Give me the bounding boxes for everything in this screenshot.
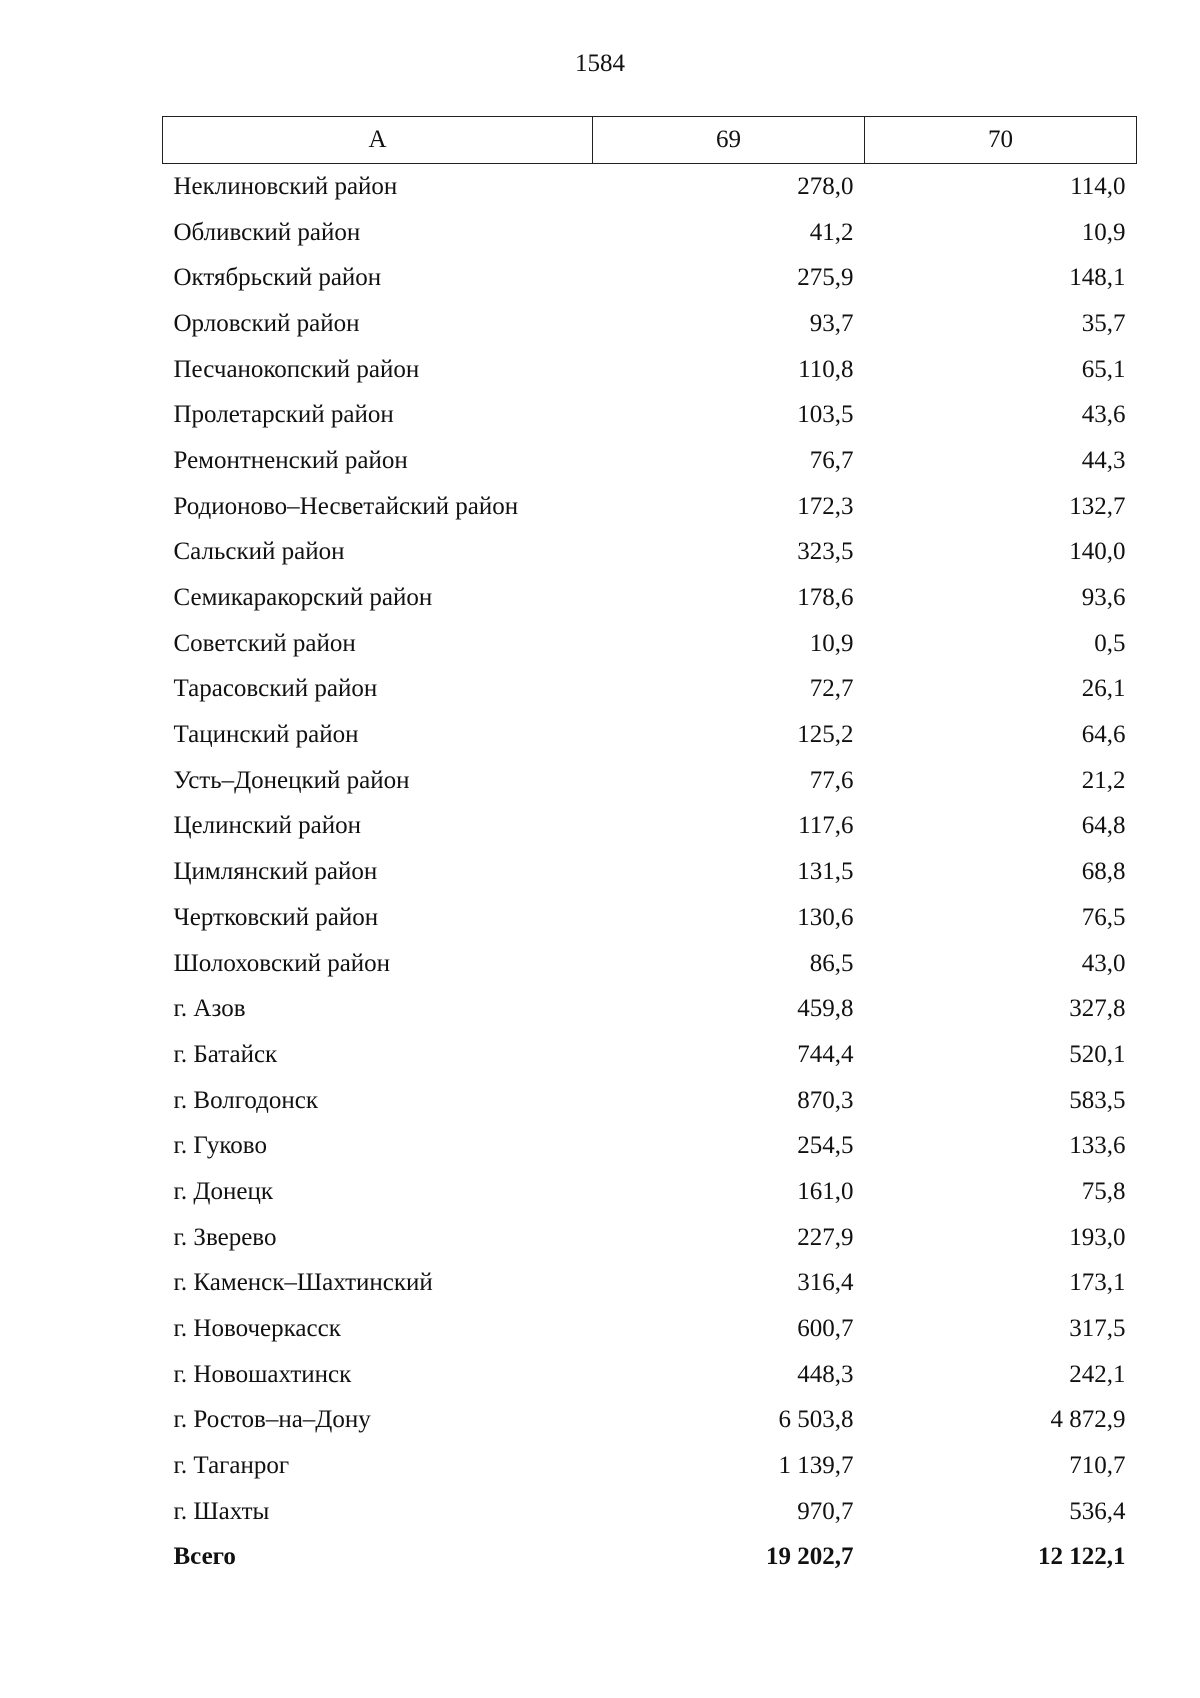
row-name-cell: Тарасовский район (173, 675, 378, 703)
row-value-70-cell: 76,5 (1081, 903, 1126, 931)
row-name-cell: г. Азов (173, 995, 246, 1023)
row-value-69-cell: 316,4 (797, 1269, 854, 1297)
row-name-cell: г. Шахты (173, 1497, 270, 1525)
row-name-cell: г. Ростов–на–Дону (173, 1406, 371, 1434)
table-row (163, 804, 1137, 850)
row-value-69-cell: 41,2 (809, 218, 854, 246)
row-value-70-cell: 148,1 (1069, 264, 1126, 292)
table-row (163, 1123, 1137, 1169)
table-row (163, 1306, 1137, 1352)
row-value-69-cell: 278,0 (797, 172, 854, 200)
row-value-70-cell: 114,0 (1070, 172, 1126, 200)
page-number: 1584 (575, 50, 625, 77)
total-value-70-cell: 12 122,1 (1038, 1543, 1126, 1571)
table-row (163, 347, 1137, 393)
row-value-69-cell: 125,2 (797, 721, 854, 749)
row-value-69-cell: 172,3 (797, 492, 854, 520)
row-value-69-cell: 93,7 (809, 309, 854, 337)
row-name-cell: г. Каменск–Шахтинский (173, 1269, 433, 1297)
row-value-69-cell: 870,3 (797, 1086, 854, 1114)
row-value-69-cell: 600,7 (797, 1315, 854, 1343)
row-value-69-cell: 130,6 (797, 903, 854, 931)
table-row (163, 484, 1137, 530)
header-cell: А (163, 117, 593, 164)
row-value-69-cell: 72,7 (809, 675, 854, 703)
row-name-cell: Усть–Донецкий район (173, 766, 410, 794)
row-value-70-cell: 93,6 (1081, 584, 1126, 612)
data-table (162, 116, 1137, 1580)
row-name-cell: Неклиновский район (173, 172, 398, 200)
table-row (163, 438, 1137, 484)
row-name-cell: Пролетарский район (173, 401, 394, 429)
table-row (163, 758, 1137, 804)
table-row (163, 1398, 1137, 1444)
row-value-70-cell: 317,5 (1069, 1315, 1126, 1343)
row-name-cell: Октябрьский район (173, 264, 382, 292)
row-value-70-cell: 242,1 (1069, 1360, 1126, 1388)
row-value-69-cell: 117,6 (798, 812, 854, 840)
table-row (163, 986, 1137, 1032)
row-name-cell: Тацинский район (173, 721, 359, 749)
row-value-69-cell: 1 139,7 (778, 1452, 854, 1480)
row-name-cell: г. Зверево (173, 1223, 277, 1251)
table-row (163, 712, 1137, 758)
row-name-cell: Сальский район (173, 538, 345, 566)
row-value-70-cell: 64,8 (1081, 812, 1126, 840)
row-value-69-cell: 459,8 (797, 995, 854, 1023)
row-name-cell: Советский район (173, 629, 356, 657)
row-value-70-cell: 68,8 (1081, 858, 1126, 886)
table-row (163, 575, 1137, 621)
row-value-70-cell: 65,1 (1081, 355, 1126, 383)
row-value-70-cell: 132,7 (1069, 492, 1126, 520)
table-row (163, 667, 1137, 713)
table-row (163, 1169, 1137, 1215)
row-name-cell: г. Батайск (173, 1040, 278, 1068)
row-value-69-cell: 110,8 (798, 355, 854, 383)
row-value-69-cell: 178,6 (797, 584, 854, 612)
row-value-70-cell: 710,7 (1069, 1452, 1126, 1480)
row-value-70-cell: 26,1 (1081, 675, 1126, 703)
table-row (163, 1489, 1137, 1535)
table-row (163, 301, 1137, 347)
row-value-70-cell: 583,5 (1069, 1086, 1126, 1114)
row-value-69-cell: 103,5 (797, 401, 854, 429)
row-value-70-cell: 327,8 (1069, 995, 1126, 1023)
row-value-70-cell: 44,3 (1081, 446, 1126, 474)
row-name-cell: г. Таганрог (173, 1452, 290, 1480)
table-body (163, 164, 1137, 1581)
row-value-69-cell: 744,4 (797, 1040, 854, 1068)
row-value-70-cell: 35,7 (1081, 309, 1126, 337)
row-value-70-cell: 193,0 (1069, 1223, 1126, 1251)
header-cell: 69 (593, 117, 865, 164)
row-name-cell: Шолоховский район (173, 949, 391, 977)
row-name-cell: Ремонтненский район (173, 446, 408, 474)
row-name-cell: Орловский район (173, 309, 360, 337)
row-name-cell: г. Новочеркасск (173, 1315, 341, 1343)
table-row (163, 895, 1137, 941)
row-value-69-cell: 323,5 (797, 538, 854, 566)
row-name-cell: Семикаракорский район (173, 584, 433, 612)
table-row (163, 1032, 1137, 1078)
row-value-70-cell: 75,8 (1081, 1177, 1126, 1205)
table-header-row (163, 117, 1137, 164)
row-value-70-cell: 140,0 (1069, 538, 1126, 566)
table-row (163, 1352, 1137, 1398)
row-value-70-cell: 173,1 (1069, 1269, 1126, 1297)
row-name-cell: Песчанокопский район (173, 355, 420, 383)
header-cell: 70 (865, 117, 1137, 164)
row-value-70-cell: 536,4 (1069, 1497, 1126, 1525)
row-value-69-cell: 275,9 (797, 264, 854, 292)
total-row (163, 1535, 1137, 1581)
row-value-70-cell: 0,5 (1094, 629, 1126, 657)
row-name-cell: Чертковский район (173, 903, 379, 931)
row-value-69-cell: 161,0 (797, 1177, 854, 1205)
row-value-69-cell: 86,5 (809, 949, 854, 977)
row-name-cell: г. Волгодонск (173, 1086, 319, 1114)
row-value-70-cell: 64,6 (1081, 721, 1126, 749)
row-name-cell: Родионово–Несветайский район (173, 492, 519, 520)
row-name-cell: г. Гуково (173, 1132, 267, 1160)
row-value-69-cell: 227,9 (797, 1223, 854, 1251)
row-value-69-cell: 10,9 (809, 629, 854, 657)
total-value-69-cell: 19 202,7 (766, 1543, 854, 1571)
table-row (163, 849, 1137, 895)
table-row (163, 1261, 1137, 1307)
row-name-cell: Целинский район (173, 812, 361, 840)
table-row (163, 210, 1137, 256)
row-name-cell: г. Новошахтинск (173, 1360, 352, 1388)
table-row (163, 164, 1137, 210)
row-value-70-cell: 43,0 (1081, 949, 1126, 977)
table-row (163, 621, 1137, 667)
table-row (163, 392, 1137, 438)
table-row (163, 1215, 1137, 1261)
row-value-69-cell: 77,6 (809, 766, 854, 794)
row-value-70-cell: 133,6 (1069, 1132, 1126, 1160)
total-name-cell: Всего (173, 1543, 236, 1571)
row-value-70-cell: 21,2 (1081, 766, 1126, 794)
row-name-cell: Обливский район (173, 218, 361, 246)
row-value-69-cell: 6 503,8 (778, 1406, 854, 1434)
row-name-cell: г. Донецк (173, 1177, 273, 1205)
row-value-69-cell: 448,3 (797, 1360, 854, 1388)
row-value-70-cell: 43,6 (1081, 401, 1126, 429)
row-value-69-cell: 131,5 (797, 858, 854, 886)
table-row (163, 530, 1137, 576)
table-row (163, 1443, 1137, 1489)
table-row (163, 941, 1137, 987)
row-value-69-cell: 970,7 (797, 1497, 854, 1525)
table-row (163, 1078, 1137, 1124)
row-value-70-cell: 4 872,9 (1050, 1406, 1126, 1434)
row-value-69-cell: 76,7 (809, 446, 854, 474)
row-value-70-cell: 10,9 (1081, 218, 1126, 246)
table-row (163, 255, 1137, 301)
row-name-cell: Цимлянский район (173, 858, 378, 886)
row-value-69-cell: 254,5 (797, 1132, 854, 1160)
row-value-70-cell: 520,1 (1069, 1040, 1126, 1068)
